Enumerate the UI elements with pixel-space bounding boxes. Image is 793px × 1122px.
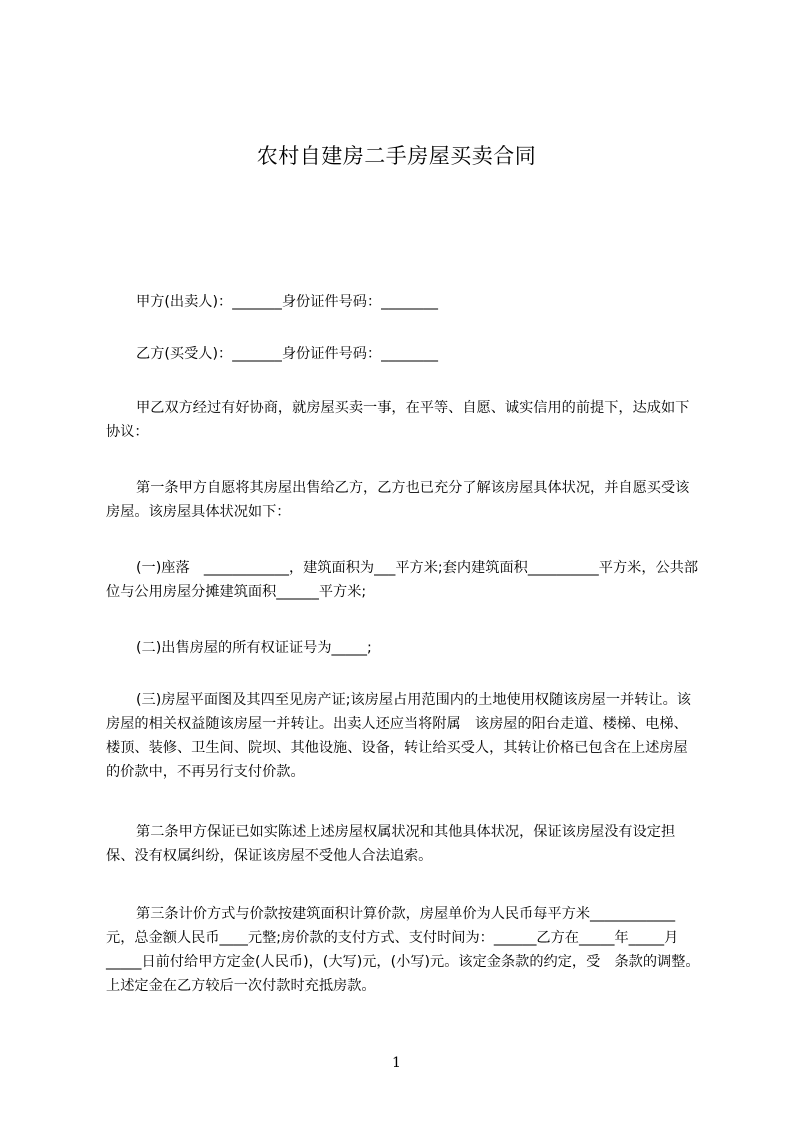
item-3-paragraph: (三)房屋平面图及其四至见房产证;该房屋占用范围内的土地使用权随该房屋一并转让。该房屋的相关权益随该房屋一并转让。出卖人还应当将附属 该房屋的阳台走道、楼梯、电梯、楼顶、装修、卫生间、院坝、其他设施、设备，转让给买受人，其转让价格已包含在上述房屋的价款中，不再另行支付价款。 [106,692,691,780]
preamble-paragraph: 甲乙双方经过有好协商，就房屋买卖一事，在平等、自愿、诚实信用的前提下，达成如下协议： [106,400,690,440]
item-2-paragraph: (二)出售房屋的所有权证证号为_____; [136,640,372,656]
document-title: 农村自建房二手房屋买卖合同 [256,144,537,168]
article-1-paragraph: 第一条甲方自愿将其房屋出售给乙方，乙方也已充分了解该房屋具体状况，并自愿买受该房屋。该房屋具体状况如下： [106,480,690,520]
item-1-paragraph: (一)座落 ____________，建筑面积为___平方米;套内建筑面积__________平方米，公共部位与公用房屋分摊建筑面积______平方米; [106,560,699,600]
party-b-line: 乙方(买受人)：_______身份证件号码：________ [136,346,438,362]
article-3-paragraph: 第三条计价方式与价款按建筑面积计算价款，房屋单价为人民币每平方米____________元，总金额人民币____元整;房价款的支付方式、支付时间为：______乙方在_____年_____月_____日前付给甲方定金(人民币)，(大写)元，(小写)元。该定金条款的约定，受 条款的调整。上述定金在乙方较后一次付款时充抵房款。 [106,906,700,994]
page-number: 1 [392,1055,401,1071]
party-a-line: 甲方(出卖人)：_______身份证件号码：________ [136,294,438,310]
article-2-paragraph: 第二条甲方保证已如实陈述上述房屋权属状况和其他具体状况，保证该房屋没有设定担保、没有权属纠纷，保证该房屋不受他人合法追索。 [106,824,676,864]
